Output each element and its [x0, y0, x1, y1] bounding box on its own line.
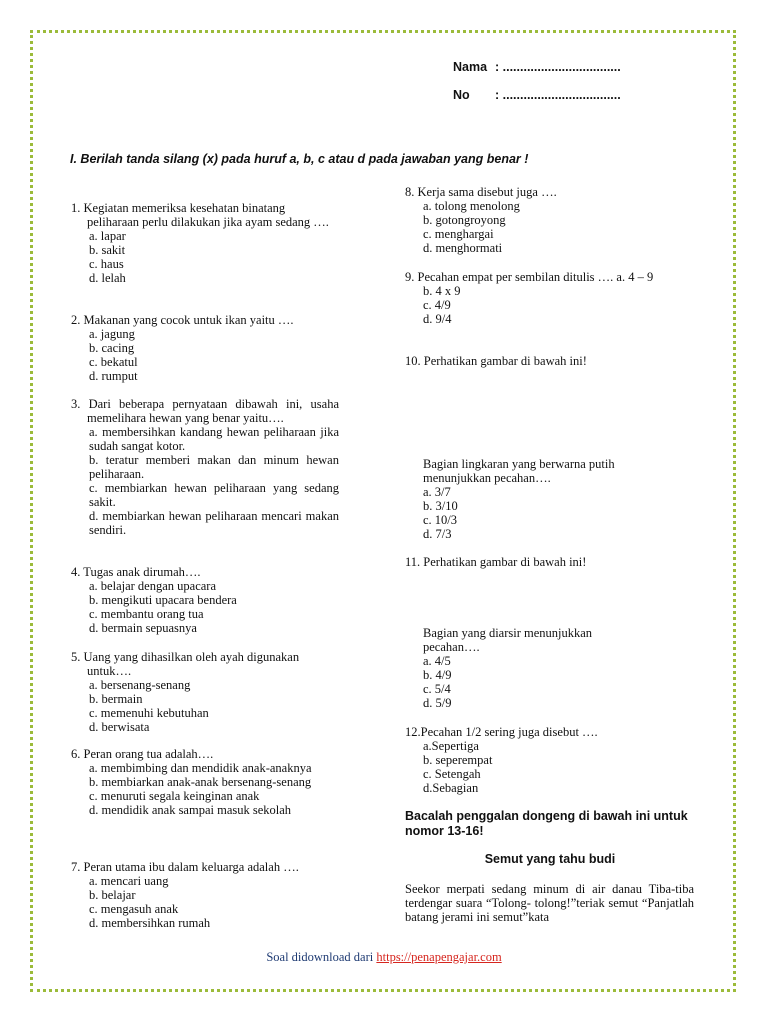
name-label: Nama [453, 60, 488, 74]
question-12 [405, 725, 695, 795]
option-list [71, 327, 339, 383]
option: b. teratur memberi makan dan minum hewan peliharaan. [89, 453, 339, 481]
option: c. 10/3 [423, 513, 458, 527]
option: c. menghargai [423, 227, 494, 241]
option: a.Sepertiga [423, 739, 479, 753]
question-stem: 8. Kerja sama disebut juga …. [405, 185, 557, 199]
option: c. membantu orang tua [89, 607, 204, 621]
question-stem: 5. Uang yang dihasilkan oleh ayah digunakan untuk…. [71, 650, 300, 678]
option: c. membiarkan hewan peliharaan yang sedang sakit. [89, 481, 339, 509]
option-list [71, 579, 339, 635]
question-stem: 7. Peran utama ibu dalam keluarga adalah …. [71, 860, 299, 874]
option-list [423, 654, 623, 710]
question-stem: 3. Dari beberapa pernyataan dibawah ini, usaha memelihara hewan yang benar yaitu…. [71, 397, 339, 425]
option-list [405, 739, 695, 795]
question-5 [71, 650, 339, 734]
option: a. 4/5 [423, 654, 451, 668]
question-10-prompt [423, 457, 653, 541]
option: a. bersenang-senang [89, 678, 191, 692]
option: c. mengasuh anak [89, 902, 179, 916]
question-stem: Bagian lingkaran yang berwarna putih menunjukkan pecahan…. [423, 457, 615, 485]
option: b. sakit [89, 243, 126, 257]
question-8 [405, 185, 695, 255]
question-3 [71, 397, 339, 537]
name-field [453, 60, 621, 74]
option: d.Sebagian [423, 781, 479, 795]
option: c. Setengah [423, 767, 481, 781]
question-stem: 4. Tugas anak dirumah…. [71, 565, 201, 579]
option: b. mengikuti upacara bendera [89, 593, 237, 607]
question-stem: 10. Perhatikan gambar di bawah ini! [405, 354, 587, 368]
option: b. bermain [89, 692, 143, 706]
option: b. belajar [89, 888, 136, 902]
question-stem: 12.Pecahan 1/2 sering juga disebut …. [405, 725, 598, 739]
option: a. mencari uang [89, 874, 169, 888]
footer [0, 950, 768, 965]
option: b. 3/10 [423, 499, 458, 513]
question-stem: 11. Perhatikan gambar di bawah ini! [405, 555, 587, 569]
option-list [71, 229, 339, 285]
option: c. bekatul [89, 355, 138, 369]
question-11 [405, 555, 695, 569]
option: a. lapar [89, 229, 126, 243]
story-text: Seekor merpati sedang minum di air danau Tiba-tiba terdengar suara “Tolong- tolong!”teriak semut “Panjatlah batang jerami ini semut”kata [405, 882, 694, 924]
option: a. membimbing dan mendidik anak-anaknya [89, 761, 312, 775]
question-6 [71, 747, 339, 817]
option: d. menghormati [423, 241, 503, 255]
question-stem: 2. Makanan yang cocok untuk ikan yaitu …. [71, 313, 294, 327]
option: b. 4 x 9 [423, 284, 461, 298]
option: d. berwisata [89, 720, 150, 734]
footer-text: Soal didownload dari [266, 950, 377, 964]
option: b. 4/9 [423, 668, 452, 682]
question-9 [405, 270, 695, 326]
option: c. haus [89, 257, 124, 271]
option: c. 5/4 [423, 682, 451, 696]
option: b. membiarkan anak-anak bersenang-senang [89, 775, 312, 789]
question-10 [405, 354, 695, 368]
option: c. memenuhi kebutuhan [89, 706, 209, 720]
question-1 [71, 201, 339, 285]
option: d. membiarkan hewan peliharaan mencari makan sendiri. [89, 509, 339, 537]
option-list [71, 678, 339, 734]
footer-link[interactable]: https://penapengajar.com [376, 950, 502, 964]
question-4 [71, 565, 339, 635]
story-title: Semut yang tahu budi [484, 852, 616, 866]
option: c. 4/9 [423, 298, 451, 312]
option: d. bermain sepuasnya [89, 621, 197, 635]
option: d. rumput [89, 369, 138, 383]
option: d. mendidik anak sampai masuk sekolah [89, 803, 292, 817]
question-stem: 6. Peran orang tua adalah…. [71, 747, 214, 761]
option: a. belajar dengan upacara [89, 579, 217, 593]
option: d. 9/4 [423, 312, 452, 326]
number-value: : .................................. [495, 88, 621, 102]
option-list [405, 284, 695, 326]
option: a. tolong menolong [423, 199, 520, 213]
reading-heading: Bacalah penggalan dongeng di bawah ini untuk nomor 13-16! [405, 809, 688, 838]
option-list [423, 485, 653, 541]
option-list [71, 425, 339, 537]
option-list [71, 874, 339, 930]
name-value: : .................................. [495, 60, 621, 74]
option: a. membersihkan kandang hewan peliharaan jika sudah sangat kotor. [89, 425, 339, 453]
option: d. 5/9 [423, 696, 452, 710]
option-list [405, 199, 695, 255]
option: c. menuruti segala keinginan anak [89, 789, 260, 803]
option: b. cacing [89, 341, 135, 355]
option: d. 7/3 [423, 527, 452, 541]
instruction: I. Berilah tanda silang (x) pada huruf a, b, c atau d pada jawaban yang benar ! [70, 152, 529, 166]
option: d. lelah [89, 271, 126, 285]
option: b. gotongroyong [423, 213, 506, 227]
question-stem: Bagian yang diarsir menunjukkan pecahan…. [423, 626, 593, 654]
option: d. membersihkan rumah [89, 916, 211, 930]
option-list [71, 761, 339, 817]
question-stem: 9. Pecahan empat per sembilan ditulis …. a. 4 – 9 [405, 270, 654, 284]
number-label: No [453, 88, 470, 102]
number-field [453, 88, 621, 102]
option: a. jagung [89, 327, 135, 341]
question-stem: 1. Kegiatan memeriksa kesehatan binatang peliharaan perlu dilakukan jika ayam sedang …. [71, 201, 329, 229]
option: a. 3/7 [423, 485, 451, 499]
question-2 [71, 313, 339, 383]
option: b. seperempat [423, 753, 493, 767]
question-11-prompt [423, 626, 623, 710]
question-7 [71, 860, 339, 930]
